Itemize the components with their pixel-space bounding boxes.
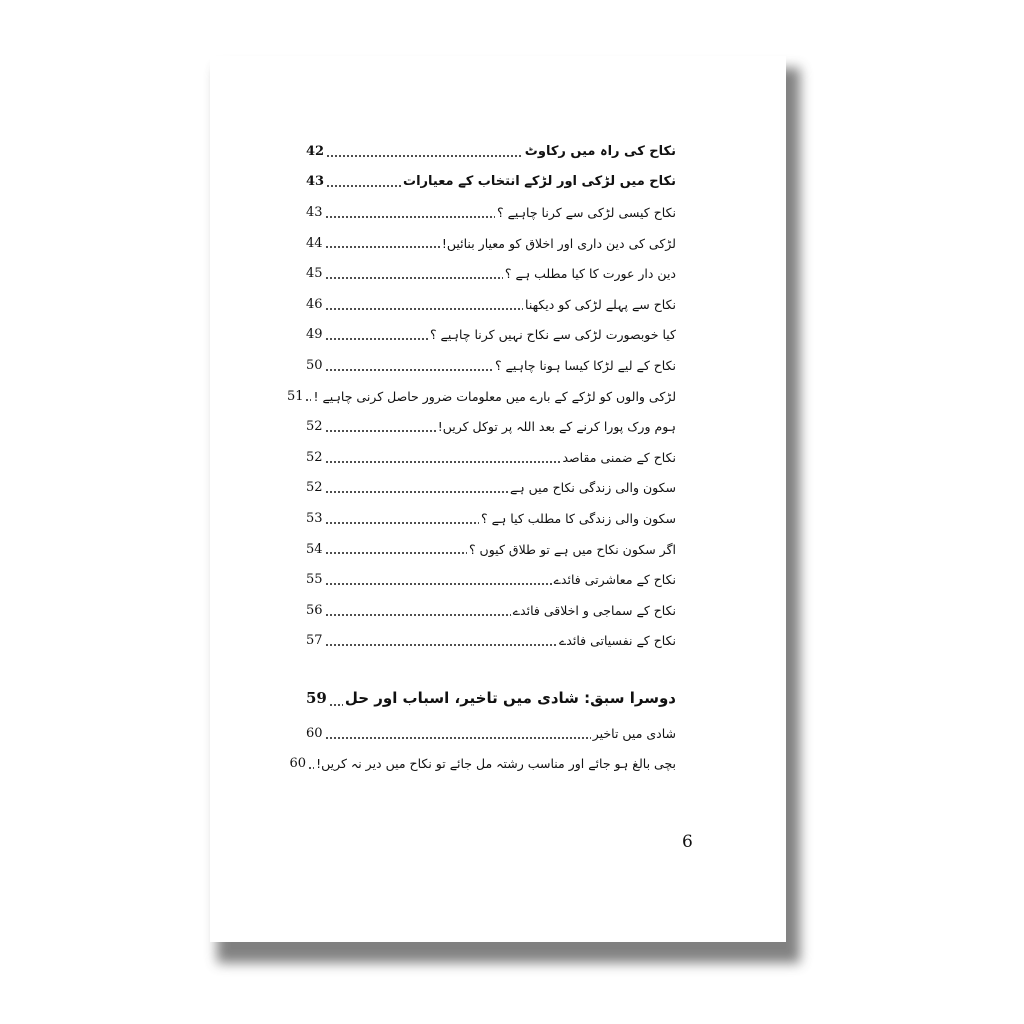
toc-entry-title: نکاح کے سماجی و اخلاقی فائدے <box>512 602 676 618</box>
toc-entry <box>306 718 676 749</box>
toc-entry <box>306 197 676 228</box>
dot-leader <box>325 246 440 248</box>
toc-entry-title: لڑکی کی دین داری اور اخلاق کو معیار بنائیں! <box>441 235 676 251</box>
dot-leader <box>308 767 314 769</box>
toc-entry-page: 52 <box>306 449 323 465</box>
toc-entry-page: 51 <box>286 388 304 404</box>
toc-entry <box>306 411 676 442</box>
toc-entry <box>306 503 676 534</box>
toc-entry-title: اگر سکون نکاح میں ہے تو طلاق کیوں ؟ <box>468 541 676 557</box>
toc-entry-page: 44 <box>306 235 323 251</box>
dot-leader <box>325 737 591 739</box>
toc-entry-title: نکاح کیسی لڑکی سے کرنا چاہیے ؟ <box>497 204 676 220</box>
toc-entry-title: نکاح کے نفسیاتی فائدے <box>558 633 676 649</box>
dot-leader <box>325 522 480 524</box>
dot-leader <box>325 216 495 218</box>
toc-entry-page: 60 <box>306 725 323 741</box>
toc-entry-title: نکاح کی راہ میں رکاوٹ <box>524 143 676 159</box>
toc-entry-page: 60 <box>289 756 307 772</box>
toc-entry-title: کیا خوبصورت لڑکی سے نکاح نہیں کرنا چاہیے ؟ <box>429 327 676 343</box>
toc-entry-page: 56 <box>306 602 323 618</box>
dot-leader <box>325 491 508 493</box>
dot-leader <box>325 614 511 616</box>
toc-entry-title: نکاح میں لڑکی اور لڑکے انتخاب کے معیارات <box>403 174 676 190</box>
toc-entry <box>286 381 676 412</box>
toc-entry <box>306 473 676 504</box>
toc-entry-title: نکاح کے ضمنی مقاصد <box>562 449 676 465</box>
book-page <box>210 56 786 942</box>
toc-entry-page: 54 <box>306 541 323 557</box>
toc-entry-page: 59 <box>306 689 327 708</box>
toc-entry-title: ہوم ورک پورا کرنے کے بعد اللہ پر توکل کریں! <box>437 419 676 435</box>
toc-entry <box>306 167 676 198</box>
toc-entry-page: 55 <box>306 572 323 588</box>
toc-entry-page: 57 <box>306 633 323 649</box>
dot-leader <box>325 369 493 371</box>
toc-entry-title: شادی میں تاخیر <box>592 725 676 741</box>
dot-leader <box>325 308 523 310</box>
toc-entry <box>289 749 676 780</box>
toc-entry <box>306 258 676 289</box>
table-of-contents <box>286 136 676 779</box>
toc-entry-title: سکون والی زندگی کا مطلب کیا ہے ؟ <box>481 510 676 526</box>
dot-leader <box>325 644 557 646</box>
toc-entry-title: نکاح کے لیے لڑکا کیسا ہونا چاہیے ؟ <box>494 357 676 373</box>
toc-entry-title: دوسرا سبق: شادی میں تاخیر، اسباب اور حل <box>344 689 676 708</box>
dot-leader <box>325 552 467 554</box>
toc-entry <box>306 289 676 320</box>
toc-entry <box>306 228 676 259</box>
toc-entry-title: سکون والی زندگی نکاح میں ہے <box>510 480 676 496</box>
toc-entry <box>306 136 676 167</box>
toc-entry <box>306 595 676 626</box>
toc-entry-title: نکاح کے معاشرتی فائدے <box>553 572 676 588</box>
toc-entry <box>306 564 676 595</box>
dot-leader <box>325 583 552 585</box>
toc-entry-title: لڑکی والوں کو لڑکے کے بارے میں معلومات ضرور حاصل کرنی چاہیے ! <box>313 388 676 404</box>
toc-entry-page: 49 <box>306 327 323 343</box>
toc-entry <box>306 626 676 657</box>
toc-entry <box>306 350 676 381</box>
toc-entry-page: 52 <box>306 419 323 435</box>
page-number: 6 <box>682 832 693 852</box>
toc-entry-page: 52 <box>306 480 323 496</box>
dot-leader <box>326 155 523 157</box>
toc-entry <box>306 320 676 351</box>
dot-leader <box>326 185 401 187</box>
toc-entry-page: 46 <box>306 296 323 312</box>
toc-entry-page: 43 <box>306 174 325 190</box>
toc-entry-page: 42 <box>306 143 325 159</box>
dot-leader <box>325 338 428 340</box>
toc-entry-page: 53 <box>306 510 323 526</box>
toc-entry <box>306 534 676 565</box>
dot-leader <box>325 461 561 463</box>
dot-leader <box>305 399 311 401</box>
toc-entry-page: 50 <box>306 357 323 373</box>
toc-entry-title: دین دار عورت کا کیا مطلب ہے ؟ <box>504 266 676 282</box>
toc-section-heading <box>306 678 676 718</box>
dot-leader <box>329 704 343 706</box>
dot-leader <box>325 277 503 279</box>
toc-entry-page: 43 <box>306 204 323 220</box>
toc-entry-title: نکاح سے پہلے لڑکی کو دیکھنا <box>525 296 676 312</box>
dot-leader <box>325 430 436 432</box>
toc-entry-page: 45 <box>306 266 323 282</box>
toc-entry-title: بچی بالغ ہو جائے اور مناسب رشتہ مل جائے تو نکاح میں دیر نہ کریں! <box>316 756 676 772</box>
toc-entry <box>306 442 676 473</box>
